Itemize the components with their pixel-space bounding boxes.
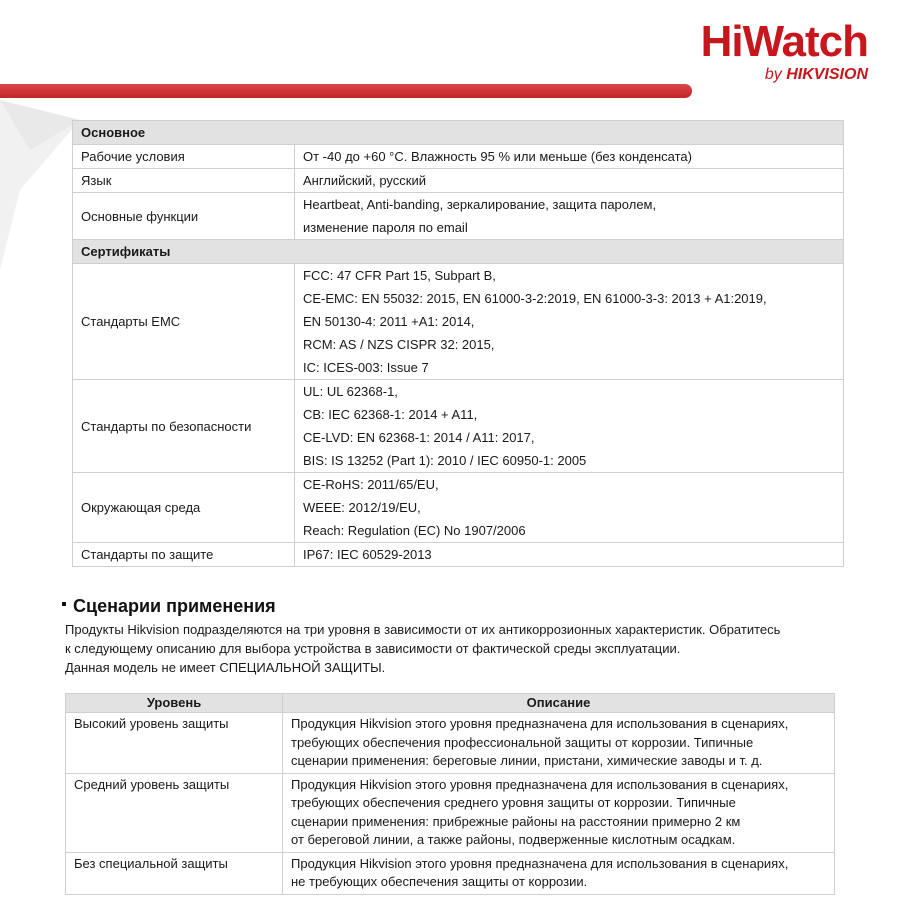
table-row: Высокий уровень защиты Продукция Hikvision этого уровня предназначена для использования в сценариях, требующих обеспечения профессиональной защиты от коррозии. Типичные сценарии применения: береговые линии, пристани, химические заводы и т. д. xyxy=(66,713,835,774)
logo-sub-text: by HIKVISION xyxy=(764,66,868,83)
section-header: Основное xyxy=(73,121,844,145)
table-row: Без специальной защиты Продукция Hikvision этого уровня предназначена для использования в сценариях, не требующих обеспечения защиты от коррозии. xyxy=(66,852,835,894)
table-row: Стандарты EMC FCC: 47 CFR Part 15, Subpart B, CE-EMC: EN 55032: 2015, EN 61000-3-2:2019, EN 61000-3-3: 2013 + A1:2019, EN 50130-4: 2011 +A1: 2014, RCM: AS / NZS CISPR 32: 2015, IC: ICES-003: Issue 7 xyxy=(73,264,844,380)
bullet-icon xyxy=(62,602,66,606)
table-row: Стандарты по безопасности UL: UL 62368-1, CB: IEC 62368-1: 2014 + A11, CE-LVD: EN 62368-1: 2014 / A11: 2017, BIS: IS 13252 (Part 1): 2010 / IEC 60950-1: 2005 xyxy=(73,380,844,473)
column-header-level: Уровень xyxy=(66,694,283,713)
column-header-description: Описание xyxy=(283,694,835,713)
table-row: Средний уровень защиты Продукция Hikvision этого уровня предназначена для использования в сценариях, требующих обеспечения среднего уровня защиты от коррозии. Типичные сценарии применения: прибрежные районы на расстоянии примерно 2 км от береговой линии, а также районы, подверженные кислотным осадкам. xyxy=(66,773,835,852)
scenarios-description: Продукты Hikvision подразделяются на три уровня в зависимости от их антикоррозионных характеристик. Обратитесь к следующему описанию для выбора устройства в зависимости от фактической среды эксплуатации. Данная модель не имеет СПЕЦИАЛЬНОЙ ЗАЩИТЫ. xyxy=(65,622,781,675)
table-row: Стандарты по защите IP67: IEC 60529-2013 xyxy=(73,543,844,567)
table-row: Рабочие условия От -40 до +60 °C. Влажность 95 % или меньше (без конденсата) xyxy=(73,145,844,169)
table-row: Окружающая среда CE-RoHS: 2011/65/EU, WEEE: 2012/19/EU, Reach: Regulation (EC) No 1907/2006 xyxy=(73,473,844,543)
table-row: Основные функции Heartbeat, Anti-banding, зеркалирование, защита паролем, изменение пароля по email xyxy=(73,193,844,240)
table-row: Язык Английский, русский xyxy=(73,169,844,193)
scenarios-title: Сценарии применения xyxy=(62,596,276,617)
protection-levels-table xyxy=(65,693,835,895)
hiwatch-logo xyxy=(678,17,868,84)
spec-table xyxy=(72,120,844,567)
logo-main-text: HiWatch xyxy=(700,17,868,66)
section-header: Сертификаты xyxy=(73,240,844,264)
table-header-row xyxy=(66,694,835,713)
